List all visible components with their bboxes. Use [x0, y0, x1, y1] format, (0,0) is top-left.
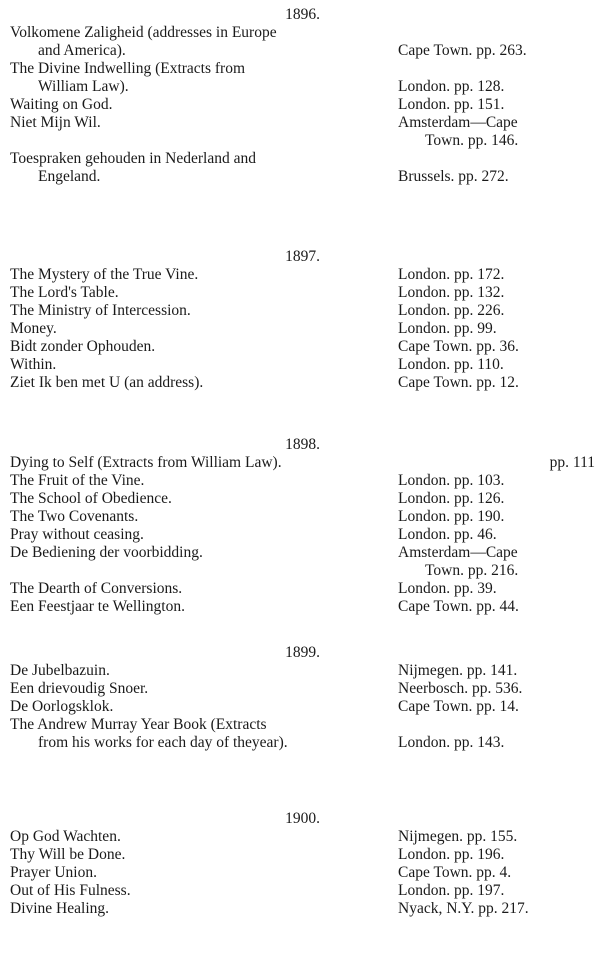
entry-place: London. — [398, 284, 451, 301]
entry-title-continued: William Law). — [38, 78, 129, 95]
entry-publication — [398, 266, 504, 284]
entry-pages: pp. 143. — [453, 734, 505, 751]
entry-title: Waiting on God. — [10, 96, 113, 113]
entry-publication — [398, 284, 504, 302]
entry-place: London. — [398, 882, 451, 899]
bibliography-entry — [10, 864, 595, 882]
bibliography-entry — [10, 454, 595, 472]
entry-publication — [398, 472, 504, 490]
bibliography-entry — [10, 320, 595, 338]
entry-pages: pp. 536. — [472, 680, 523, 697]
entry-place: Neerbosch. — [398, 680, 469, 697]
entry-pages: pp. 190. — [453, 508, 505, 525]
entry-publication — [398, 168, 509, 186]
entry-title: Money. — [10, 320, 57, 337]
bibliography-entry — [10, 302, 595, 320]
entry-title: De Bediening der voorbidding. — [10, 544, 203, 561]
entry-title: Bidt zonder Ophouden. — [10, 338, 156, 355]
bibliography-entry — [10, 284, 595, 302]
bibliography-entry — [10, 356, 595, 374]
entry-title: The Two Covenants. — [10, 508, 139, 525]
entry-title: Pray without ceasing. — [10, 526, 144, 543]
entry-publication — [398, 490, 504, 508]
entry-title: Dying to Self (Extracts from William Law). — [10, 454, 282, 471]
bibliography-entry — [10, 374, 595, 392]
entry-place: Nyack, N.Y. — [398, 900, 475, 917]
entry-pages: pp. 99. — [453, 320, 497, 337]
bibliography-entry — [10, 338, 595, 356]
bibliography-entry — [10, 490, 595, 508]
entry-pages: pp. 155. — [466, 828, 518, 845]
entry-title: Een Feestjaar te Wellington. — [10, 598, 185, 615]
entry-title: De Oorlogsklok. — [10, 698, 114, 715]
entry-pages: pp. 36. — [476, 338, 519, 355]
bibliography-entry — [10, 544, 595, 580]
entry-pages: pp. 263. — [476, 42, 527, 59]
entry-pages: pp. 196. — [453, 846, 505, 863]
bibliography-entry — [10, 662, 595, 680]
entry-publication — [398, 662, 517, 680]
bibliography-entry — [10, 150, 595, 186]
entry-title: The Fruit of the Vine. — [10, 472, 145, 489]
entry-title: Ziet Ik ben met U (an address). — [10, 374, 204, 391]
bibliography-entry — [10, 828, 595, 846]
entry-title: Een drievoudig Snoer. — [10, 680, 149, 697]
entry-publication — [398, 96, 504, 114]
entry-place: London. — [398, 734, 451, 751]
entry-title-continued: Engeland. — [38, 168, 101, 185]
entry-publication — [398, 900, 529, 918]
entry-place: London. — [398, 302, 451, 319]
entry-pages: pp. 12. — [476, 374, 519, 391]
entry-title: Divine Healing. — [10, 900, 110, 917]
entry-pages: pp. 151. — [453, 96, 505, 113]
entry-pages: pp. 217. — [478, 900, 529, 917]
entry-place-continued: Town. — [425, 132, 464, 149]
entry-publication — [398, 320, 497, 338]
entry-title-continued: and America). — [38, 42, 126, 59]
entry-place-continued: Town. — [425, 562, 464, 579]
entry-title: The Andrew Murray Year Book (Extracts — [10, 716, 267, 733]
entry-pages: pp. 111 — [549, 454, 595, 471]
year-section-1900 — [10, 810, 595, 918]
entry-title: Thy Will be Done. — [10, 846, 126, 863]
bibliography-entry — [10, 266, 595, 284]
bibliography-entry — [10, 598, 595, 616]
bibliography-entry — [10, 508, 595, 526]
entry-publication-continued — [425, 132, 518, 150]
bibliography-entry — [10, 96, 595, 114]
entry-pages: pp. 146. — [467, 132, 519, 149]
bibliography-entry — [10, 114, 595, 150]
year-section-1896 — [10, 6, 595, 186]
entry-publication — [398, 42, 527, 60]
entry-place: London. — [398, 526, 451, 543]
entry-publication — [398, 508, 504, 526]
bibliography-entry — [10, 846, 595, 864]
entry-place: London. — [398, 96, 451, 113]
bibliography-entry — [10, 716, 595, 752]
bibliography-entry — [10, 24, 595, 60]
bibliography-entry — [10, 580, 595, 598]
entry-pages: pp. 132. — [453, 284, 505, 301]
entry-place: Amsterdam—Cape — [398, 114, 518, 131]
entry-place: London. — [398, 490, 451, 507]
entry-publication — [398, 698, 519, 716]
entry-publication — [398, 302, 504, 320]
bibliography-entry — [10, 882, 595, 900]
entry-title: Op God Wachten. — [10, 828, 121, 845]
entry-publication — [398, 374, 519, 392]
entry-pages: pp. 103. — [453, 472, 505, 489]
year-heading: 1897. — [285, 248, 320, 265]
entry-pages: pp. 141. — [466, 662, 518, 679]
entry-place: Cape Town. — [398, 598, 473, 615]
entry-place: Brussels. — [398, 168, 455, 185]
entry-place: London. — [398, 846, 451, 863]
entry-place: Cape Town. — [398, 374, 473, 391]
entry-title: Toespraken gehouden in Nederland and — [10, 150, 256, 167]
entry-title: The Dearth of Conversions. — [10, 580, 183, 597]
entry-pages: pp. 128. — [453, 78, 505, 95]
entry-publication — [398, 78, 504, 96]
entry-pages: pp. 14. — [476, 698, 519, 715]
entry-place: Amsterdam—Cape — [398, 544, 518, 561]
entry-publication — [398, 734, 504, 752]
entry-title: The Ministry of Intercession. — [10, 302, 191, 319]
entry-title: The Lord's Table. — [10, 284, 119, 301]
bibliography-entry — [10, 698, 595, 716]
entry-title: Niet Mijn Wil. — [10, 114, 101, 131]
entry-pages: pp. 216. — [467, 562, 519, 579]
entry-publication — [398, 680, 522, 698]
entry-publication — [398, 356, 504, 374]
year-heading: 1899. — [285, 644, 320, 661]
entry-pages: pp. 39. — [453, 580, 497, 597]
entry-publication — [398, 846, 504, 864]
bibliography-entry — [10, 472, 595, 490]
entry-pages: pp. 172. — [453, 266, 505, 283]
entry-title: Volkomene Zaligheid (addresses in Europe — [10, 24, 277, 41]
entry-publication — [398, 580, 497, 598]
entry-publication — [398, 598, 519, 616]
entry-place: Cape Town. — [398, 864, 473, 881]
entry-pages: pp. 4. — [476, 864, 512, 881]
entry-pages: pp. 44. — [476, 598, 519, 615]
bibliography-entry — [10, 900, 595, 918]
entry-place: London. — [398, 508, 451, 525]
entry-pages: pp. 197. — [453, 882, 505, 899]
year-section-1897 — [10, 248, 595, 392]
entry-publication — [398, 882, 504, 900]
bibliography-entry — [10, 526, 595, 544]
entry-title: The Mystery of the True Vine. — [10, 266, 199, 283]
entry-place: Nijmegen. — [398, 662, 463, 679]
year-heading: 1896. — [285, 6, 320, 23]
entry-title: The Divine Indwelling (Extracts from — [10, 60, 246, 77]
year-section-1898 — [10, 436, 595, 616]
entry-publication — [398, 338, 519, 356]
year-heading: 1900. — [285, 810, 320, 827]
entry-pages: pp. 272. — [458, 168, 509, 185]
entry-place: London. — [398, 266, 451, 283]
entry-publication — [398, 864, 511, 882]
entry-title: De Jubelbazuin. — [10, 662, 110, 679]
entry-title: Within. — [10, 356, 57, 373]
entry-place: London. — [398, 320, 451, 337]
entry-place: Nijmegen. — [398, 828, 463, 845]
entry-publication — [398, 828, 517, 846]
entry-pages: pp. 46. — [453, 526, 497, 543]
entry-title: Prayer Union. — [10, 864, 97, 881]
year-section-1899 — [10, 644, 595, 752]
entry-place: London. — [398, 78, 451, 95]
entry-title: The School of Obedience. — [10, 490, 172, 507]
entry-place: London. — [398, 580, 451, 597]
entry-title-continued: from his works for each day of theyear). — [38, 734, 288, 751]
bibliography-entry — [10, 680, 595, 698]
entry-publication — [398, 526, 497, 544]
entry-place: London. — [398, 356, 451, 373]
entry-pages: pp. 226. — [453, 302, 505, 319]
entry-title: Out of His Fulness. — [10, 882, 131, 899]
entry-place: Cape Town. — [398, 42, 473, 59]
entry-place: Cape Town. — [398, 338, 473, 355]
entry-pages: pp. 126. — [453, 490, 505, 507]
entry-place: Cape Town. — [398, 698, 473, 715]
year-heading: 1898. — [285, 436, 320, 453]
entry-publication-continued — [425, 562, 518, 580]
entry-place: London. — [398, 472, 451, 489]
bibliography-entry — [10, 60, 595, 96]
entry-pages: pp. 110. — [453, 356, 504, 373]
